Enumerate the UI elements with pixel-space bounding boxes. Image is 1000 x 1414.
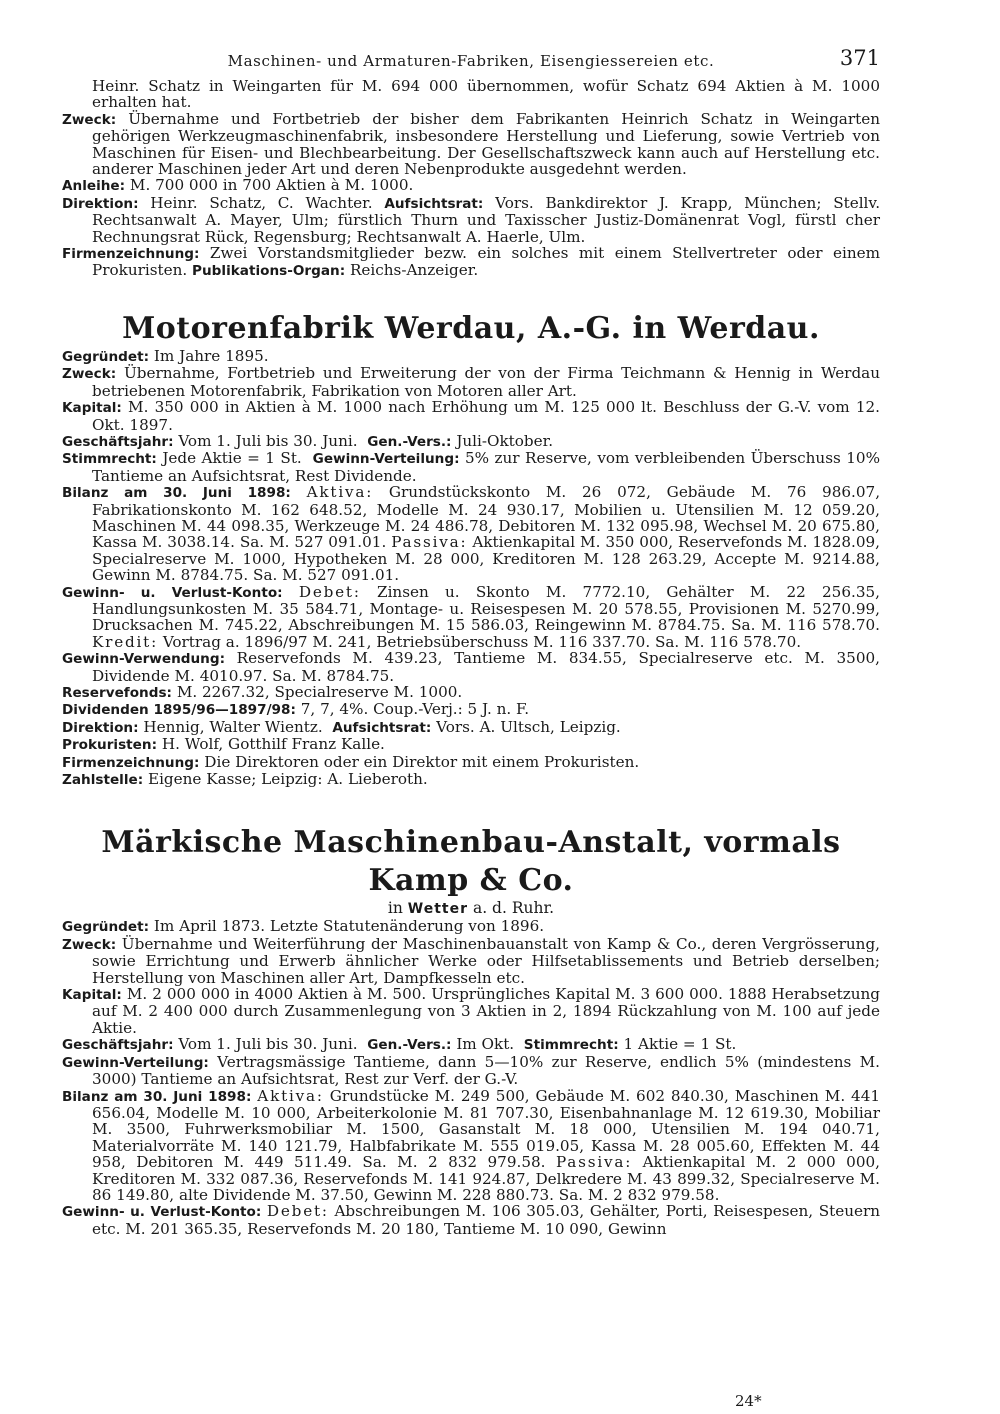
entry-dividenden: Dividenden 1895/96—1897/98: 7, 7, 4%. Coup.-Verj.: 5 J. n. F. (62, 700, 530, 719)
company-title-werdau: Motorenfabrik Werdau, A.-G. in Werdau. (122, 310, 820, 346)
entry-gegruendet: Gegründet: Im April 1873. Letzte Statutenänderung von 1896. (62, 917, 545, 936)
section-maerkische (62, 824, 880, 1237)
entry-guv: Gewinn- u. Verlust-Konto: Debet: Abschreibungen M. 106 305.03, Gehälter, Porti, Reisespesen, Steuern etc. M. 201 365.35, Reservefonds M. 20 180, Tantieme M. 10 090, Gewinn (62, 1202, 881, 1238)
intro-paragraph: Heinr. Schatz in Weingarten für M. 694 000 übernommen, wofür Schatz 694 Aktien à M. 1000 erhalten hat. (92, 77, 880, 112)
entry-gegruendet: Gegründet: Im Jahre 1895. (62, 346, 269, 365)
entry-zweck: Zweck: Übernahme, Fortbetrieb und Erweiterung der von der Firma Teichmann & Hennig in Werdau betriebenen Motorenfabrik, Fabrikation von Motoren aller Art. (62, 364, 880, 400)
entry-kapital: Kapital: M. 2 000 000 in 4000 Aktien à M. 500. Ursprüngliches Kapital M. 3 600 000. 1888 Herabsetzung auf M. 2 400 000 durch Zusammenlegung von 3 Aktien in 2, 1894 Rückzahlung von M. 100 auf jede Aktie. (62, 985, 880, 1037)
entry-guv: Gewinn- u. Verlust-Konto: Debet: Zinsen u. Skonto M. 7772.10, Gehälter M. 22 256.35, Handlungsunkosten M. 35 584.71, Montage- u. Reisespesen M. 20 578.55, Provisionen M. 5270.99, Drucksachen M. 745.22, Abschreibungen M. 15 586.03, Reingewinn M. 8784.75. Sa. M. 116 578.70. Kredit: Vortrag a. 1896/97 M. 241, Betriebsüberschuss M. 116 337.70. Sa. M. 116 578.70. (62, 582, 880, 651)
entry-geschaeftsjahr: Geschäftsjahr: Vom 1. Juli bis 30. Juni. Gen.-Vers.: Juli-Oktober. (62, 431, 554, 450)
label-anleihe: Anleihe: (62, 178, 126, 195)
signature-mark: 24* (735, 1392, 762, 1410)
entry-bilanz: Bilanz am 30. Juni 1898: Aktiva: Grundstückskonto M. 26 072, Gebäude M. 76 986.07, Fabrikationskonto M. 162 648.52, Modelle M. 24 930.17, Mobilien u. Utensilien M. 12 059.20, Maschinen M. 44 098.35, Werkzeuge M. 24 486.78, Debitoren M. 132 095.98, Wechsel M. 20 675.80, Kassa M. 3038.14. Sa. M. 527 091.01. Passiva: Aktienkapital M. 350 000, Reservefonds M. 1828.09, Specialreserve M. 1000, Hypotheken M. 28 000, Kreditoren M. 128 263.29, Accepte M. 9214.88, Gewinn M. 8784.75. Sa. M. 527 091.01. (62, 483, 881, 585)
entry-firmenzeichnung: Firmenzeichnung: Die Direktoren oder ein Direktor mit einem Prokuristen. (62, 752, 640, 771)
running-head (62, 38, 880, 78)
entry-anleihe: Anleihe: M. 700 000 in 700 Aktien à M. 1000. (62, 176, 414, 195)
entry-kapital: Kapital: M. 350 000 in Aktien à M. 1000 nach Erhöhung um M. 125 000 lt. Beschluss der G.-V. vom 12. Okt. 1897. (62, 398, 881, 434)
entry-zahlstelle: Zahlstelle: Eigene Kasse; Leipzig: A. Lieberoth. (62, 770, 428, 789)
entry-gewinn-verwendung: Gewinn-Verwendung: Reservefonds M. 439.23, Tantieme M. 834.55, Specialreserve etc. M. 3500, Dividende M. 4010.97. Sa. M. 8784.75. (62, 649, 880, 685)
entry-gewinn-verteilung: Gewinn-Verteilung: Vertragsmässige Tantieme, dann 5—10% zur Reserve, endlich 5% (mindestens M. 3000) Tantieme an Aufsichtsrat, Rest zur Verf. der G.-V. (62, 1052, 881, 1089)
entry-geschaeftsjahr: Geschäftsjahr: Vom 1. Juli bis 30. Juni. Gen.-Vers.: Im Okt. Stimmrecht: 1 Aktie = 1 St. (62, 1035, 737, 1054)
section-werdau (62, 310, 880, 789)
running-title: Maschinen- und Armaturen-Fabriken, Eisengiessereien etc. (227, 52, 715, 70)
company-location: in Wetter a. d. Ruhr. (387, 899, 555, 918)
book-page (62, 38, 880, 1237)
company-title-maerkische: Märkische Maschinenbau-Anstalt, vormals Kamp & Co. (101, 825, 841, 899)
page-number: 371 (839, 46, 880, 70)
entry-prokuristen: Prokuristen: H. Wolf, Gotthilf Franz Kalle. (62, 735, 385, 754)
entry-zweck: Zweck: Übernahme und Weiterführung der Maschinenbauanstalt von Kamp & Co., deren Vergrösserung, sowie Errichtung und Erwerb ähnlicher Werke oder Hilfsetablissements und Betrieb derselben; Herstellung von Maschinen aller Art, Dampfkesseln etc. (62, 934, 881, 987)
entry-stimmrecht: Stimmrecht: Jede Aktie = 1 St. Gewinn-Verteilung: 5% zur Reserve, vom verbleibenden Überschuss 10% Tantieme an Aufsichtsrat, Rest Dividende. (62, 449, 881, 485)
entry-reservefonds: Reservefonds: M. 2267.32, Specialreserve M. 1000. (62, 683, 463, 701)
entry-firmenzeichnung: Firmenzeichnung: Zwei Vorstandsmitglieder bezw. ein solches mit einem Stellvertreter oder einem Prokuristen. Publikations-Organ: Reichs-Anzeiger. (62, 244, 880, 280)
section-previous-company (62, 78, 880, 280)
entry-zweck: Zweck: Übernahme und Fortbetrieb der bisher dem Fabrikanten Heinrich Schatz in Weingarten gehörigen Werkzeugmaschinenfabrik, insbesondere Herstellung und Lieferung, sowie Vertrieb von Maschinen für Eisen- und Blechbearbeitung. Der Gesellschaftszweck kann auch auf Herstellung etc. anderer Maschinen jeder Art und deren Nebenprodukte ausgedehnt werden. (62, 109, 880, 179)
label-zweck: Zweck: (62, 111, 117, 128)
entry-bilanz: Bilanz am 30. Juni 1898: Aktiva: Grundstücke M. 249 500, Gebäude M. 602 840.30, Maschinen M. 441 656.04, Modelle M. 10 000, Arbeiterkolonie M. 81 707.30, Eisenbahnanlage M. 12 619.30, Mobiliar M. 3500, Fuhrwerksmobiliar M. 1500, Gasanstalt M. 18 000, Utensilien M. 194 040.71, Materialvorräte M. 140 121.79, Halbfabrikate M. 555 019.05, Kassa M. 28 005.60, Effekten M. 44 958, Debitoren M. 449 511.49. Sa. M. 2 832 979.58. Passiva: Aktienkapital M. 2 000 000, Kreditoren M. 332 087.36, Reservefonds M. 141 924.87, Delkredere M. 43 899.32, Specialreserve M. 86 149.80, alte Dividende M. 37.50, Gewinn M. 228 880.73. Sa. M. 2 832 979.58. (62, 1086, 881, 1204)
entry-direktion-aufsichtsrat: Direktion: Heinr. Schatz, C. Wachter. Aufsichtsrat: Vors. Bankdirektor J. Krapp, München; Stellv. Rechtsanwalt A. Mayer, Ulm; fürstlich Thurn und Taxisscher Justiz-Domänenrat Vogl, fürstl cher Rechnungsrat Rück, Regensburg; Rechtsanwalt A. Haerle, Ulm. (62, 193, 881, 246)
entry-direktion: Direktion: Hennig, Walter Wientz. Aufsichtsrat: Vors. A. Ultsch, Leipzig. (62, 717, 621, 736)
